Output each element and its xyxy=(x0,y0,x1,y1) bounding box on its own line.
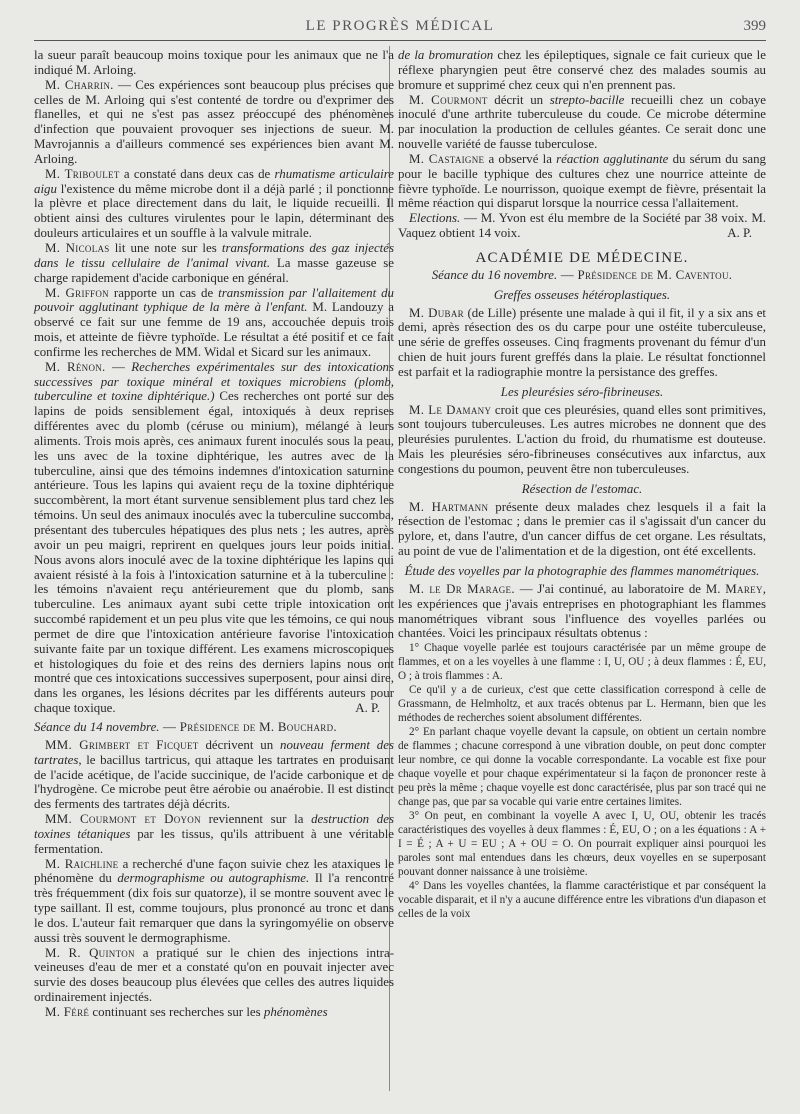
right-column xyxy=(398,48,766,921)
session-date: Séance du 14 novembre. xyxy=(34,719,160,734)
author-name: M. Charrin. xyxy=(45,77,114,92)
paragraph xyxy=(398,306,766,380)
paragraph-text: croit que ces pleurésies, quand elles sont primitives, sont toujours tuberculeuses. Les autres microbes ne donnent que des pleurésies purulentes. L'action du froid, du rhumatisme est douteuse. Mais les pleurésies séro-fibrineuses consécutives aux infarctus, aux congestions du poumon, peuvent être non tuberculeuses. xyxy=(398,402,766,476)
paragraph xyxy=(34,812,394,857)
author-name: M. Féré xyxy=(45,1005,90,1019)
author-name: M. Le Damany xyxy=(409,402,492,417)
paragraph xyxy=(34,167,394,241)
result-item: 2° En parlant chaque voyelle devant la capsule, on obtient un certain nombre de flammes ; chacune correspond à une vibration double, on peut donc compter leur nombre, ce qui donne la vocable correspondante. La vocable est fixe pour chaque voyelle et pour chaque expérimentateur si la façon de prononcer reste à peu près la même ; chaque voyelle est donc caractérisée, plus par son tracé qui ne change pas, que par sa vocable qui varie entre certaines limites. xyxy=(398,726,766,809)
paragraph-text: du sérum du sang pour le bacille typhique des cultures chez une nourrice atteinte de fièvre typhoïde. Le nourrisson, quoique exempt de fièvre, présentait la même réaction qui disparut lorsque la nourrice cessa l'allaitement. xyxy=(398,151,766,211)
subheading: Greffes osseuses hétéroplastiques. xyxy=(493,287,671,302)
italic-topic: réaction agglutinante xyxy=(556,151,669,166)
author-name: M. R. Quinton xyxy=(45,945,135,960)
paragraph-text: décrivent un xyxy=(198,737,281,752)
paragraph-text: (de Lille) présente une malade à qui il fit, il y a six ans et demi, après résection des os du carpe pour une ostéite tuberculeuse, une série de greffes osseuses. Cinq fragments provenant du fémur d'un chien de huit jours furent greffés dans la plaie. Le résultat fonctionnel est parfait et la radiographie montre la persistance des greffes. xyxy=(398,305,766,379)
result-item: 1° Chaque voyelle parlée est toujours caractérisée par un même groupe de flammes, et on a les voyelles à une flamme : I, U, OU ; à deux flammes : É, EU, O ; à trois flammes : A. xyxy=(398,642,766,683)
italic-topic: nouveau ferment des tartrates xyxy=(34,737,394,767)
italic-topic: Elections. xyxy=(409,211,461,226)
paragraph xyxy=(398,48,766,93)
paragraph: la sueur paraît beaucoup moins toxique pour les animaux que ne l'a indiqué M. Arloing. xyxy=(34,48,394,77)
session-president: — Présidence de M. Caventou. xyxy=(557,267,733,282)
session-president: — Présidence de M. Bouchard. xyxy=(159,719,337,734)
paragraph-text: par les tissus, qu'ils attribuent à une véritable fermentation. xyxy=(34,826,395,856)
signature: A. P. xyxy=(727,226,752,241)
subheading: Les pleurésies séro-fibrineuses. xyxy=(500,384,664,399)
paragraph xyxy=(398,211,766,241)
author-name: MM. Grimbert et Ficquet xyxy=(45,737,199,752)
paragraph xyxy=(34,78,394,167)
left-column xyxy=(34,48,394,1020)
paragraph xyxy=(34,857,394,946)
paragraph-text: a pratiqué sur le chien des injections intra-veineuses d'eau de mer et a constaté qu'on en pouvait injecter avec survie des doses beaucoup plus élevées que celles des autres liquides ordinairement injectés. xyxy=(34,945,394,1005)
paragraph-text: a recherché d'une façon suivie chez les ataxiques le phénomène du xyxy=(34,856,394,886)
author-name: M. Nicolas xyxy=(45,240,110,255)
paragraph xyxy=(398,152,766,211)
italic-topic: rhumatisme articulaire aigu xyxy=(34,166,395,196)
session-date: Séance du 16 novembre. xyxy=(431,267,558,282)
page-number: 399 xyxy=(743,18,766,34)
journal-title: LE PROGRÈS MÉDICAL xyxy=(305,18,495,34)
paragraph xyxy=(34,1005,394,1020)
result-item: 3° On peut, en combinant la voyelle A avec I, U, OU, obtenir les tracés caractéristiques des voyelles à deux flammes : É, EU, O ; on a les équations : A + I = É ; A + U = EU ; A + OU = O. On pourrait expliquer ainsi pourquoi les paroles sont mal entendues dans les chœurs, deux voyelles en se superposant pouvant donner naissance à une troisième. xyxy=(398,810,766,879)
paragraph-text: chez les épileptiques, signale ce fait curieux que le réflexe pharyngien peut être conservé chez des malades soumis au bromure et supprimé chez ceux qui n'en prennent pas. xyxy=(398,48,766,92)
paragraph-text: rapporte un cas de xyxy=(108,285,219,300)
paragraph-text: — Ces expériences sont beaucoup plus précises que celles de M. Arloing qui s'est contenté de tordre ou d'exprimer des flanelles, et qui ne s'est pas assez préoccupé des phénomènes d'infection que pouvaient provoquer ses injections de sueur. M. Mavrojannis a d'ailleurs commencé ses expériences bien avant M. Arloing. xyxy=(34,77,394,166)
italic-topic: Recherches expérimentales sur des intoxications successives par toxique minéral et toxiques microbiens (plomb, tuberculine et toxine diphtérique.) xyxy=(34,359,394,404)
paragraph-text: lit une note sur les xyxy=(109,240,222,255)
paragraph-text: a constaté dans deux cas de xyxy=(119,166,275,181)
author-name: MM. Courmont et Doyon xyxy=(45,812,201,827)
paragraph xyxy=(34,738,394,812)
author-name: M. Dubar xyxy=(409,305,464,320)
author-name: Marey xyxy=(725,581,763,596)
session-heading xyxy=(398,268,766,283)
italic-topic: de la bromuration xyxy=(398,48,494,62)
italic-topic: dermographisme ou autographisme. xyxy=(117,871,310,886)
author-name: M. Triboulet xyxy=(45,166,120,181)
author-name: M. le Dr Marage. xyxy=(409,581,515,596)
paragraph-text: l'existence du même microbe dont il a déjà parlé ; il ponctionne la plèvre et place directement dans du lait, le liquide recueilli. Il obtient ainsi des cultures virulentes pour le lapin, déterminant des douleurs articulaires et un souffle à la valvule mitrale. xyxy=(34,181,394,241)
subheading: Étude des voyelles par la photographie des flammes manométriques. xyxy=(404,564,760,578)
author-name: M. Griffon xyxy=(45,285,109,300)
paragraph-text: , les expériences que j'avais entreprises en photographiant les flammes manométriques vibrant sous l'influence des voyelles parlées ou chantées. Voici les principaux résultats obtenus : xyxy=(398,581,766,641)
subheading: Résection de l'estomac. xyxy=(521,481,643,496)
paragraph-text: Ces recherches ont porté sur des lapins de poids sensiblement égal, intoxiqués à deux reprises différentes avec du plomb (céruse ou minium), mélangé à leurs aliments. Trois mois après, ces animaux furent inoculés sous la peau, les uns avec de la toxine diphtérique, les autres avec de la tuberculine, ainsi que des témoins indemnes d'intoxication saturnine antérieure. Tous les lapins qui avaient reçu de la toxine diphtérique succombèrent, la mort étant survenue sensiblement plus tard chez les témoins. Un seul des animaux inoculés avec la tuberculine succomba, présentant des tubercules hépatiques des plus nets ; les autres, après avoir un peu maigri, reprirent en quelques jours leur poids initial. Nous avons alors inoculé avec de la toxine diphtérique les lapins qui avaient résisté à la fois à l'intoxication saturnine et à la tuberculine : les témoins n'avaient reçu antérieurement que du plomb, sans tuberculine. Les animaux ayant subi cette triple intoxication ont succombé rapidement et un peu plus vite que les témoins, ce qui nous permet de dire que l'intoxication antérieure favorise l'intoxication suivante faite par un toxique différent. Les examens microscopiques et histologiques du foie et des reins des derniers lapins nous ont montré que ces intoxications successives superposent, pour ainsi dire, dans les organes, les lésions décrites par les différents auteurs pour chaque toxique. xyxy=(34,389,394,716)
paragraph-text: — xyxy=(105,359,132,374)
paragraph-text: , le bacillus tartricus, qui attaque les tartrates en produisant de l'acide acétique, de l'acide succinique, de l'acide carbonique et de l'hydrogène. Ce microbe peut être aérobie ou anaérobie. Il est distinct des ferments des tartrates déjà décrits. xyxy=(34,752,394,812)
paragraph-text: La masse gazeuse se charge rapidement d'acide carbonique en général. xyxy=(34,255,394,285)
paragraph-text: — J'ai continué, au laboratoire de M. xyxy=(514,581,726,596)
paragraph-text: décrit un xyxy=(487,92,550,107)
italic-topic: transformations des gaz injectés dans le tissu cellulaire de l'animal vivant. xyxy=(34,240,395,270)
section-title: ACADÉMIE DE MÉDECINE. xyxy=(475,249,689,266)
italic-topic: phénomènes xyxy=(263,1005,328,1019)
paragraph xyxy=(34,286,394,360)
paragraph-text: M. Landouzy a observé ce fait sur une femme de 19 ans, accouchée depuis trois mois, et atteinte de fièvre typhoïde. Le résultat a été positif et ce fait confirme les recherches de MM. Widal et Sicard sur les animaux. xyxy=(34,300,395,359)
author-name: M. Courmont xyxy=(409,92,488,107)
paragraph xyxy=(398,403,766,477)
italic-topic: transmission par l'allaitement du pouvoir agglutinant typhique de la mère à l'enfant. xyxy=(34,285,395,315)
paragraph-text: — M. Yvon est élu membre de la Société par 38 voix. M. Vaquez obtient 14 voix. xyxy=(398,211,766,241)
result-item: Ce qu'il y a de curieux, c'est que cette classification correspond à celle de Grassmann, de Helmholtz, et aux tracés obtenus par L. Hermann, bien que les méthodes de recherches soient absolument différentes. xyxy=(398,684,766,725)
author-name: M. Hartmann xyxy=(409,499,489,514)
author-name: M. Raichline xyxy=(45,856,119,871)
paragraph-text: Il l'a rencontré très fréquemment (dix fois sur quatorze), il se montre souvent avec le type saillant. Il est, comme toujours, plus prononcé au tronc et dans le dos. L'auteur fait remarquer que dans la syringomyélie on observe aussi très souvent le dermographisme. xyxy=(34,871,394,945)
paragraph-text: continuant ses recherches sur les xyxy=(89,1005,264,1019)
session-heading xyxy=(34,720,394,735)
paragraph xyxy=(398,582,766,641)
paragraph xyxy=(398,93,766,152)
running-header xyxy=(34,16,766,41)
paragraph xyxy=(398,500,766,559)
paragraph-text: présente deux malades chez lesquels il a fait la résection de l'estomac ; dans le premier cas il s'agissait d'un cancer du pylore, et, dans l'autre, d'un cancer diffus de cet organe. Les résultats, au point de vue de l'alimentation et de la digestion, ont été excellents. xyxy=(398,499,766,559)
paragraph-text: a observé la xyxy=(484,151,557,166)
italic-topic: strepto-bacille xyxy=(549,92,625,107)
paragraph xyxy=(34,360,394,716)
paragraph xyxy=(34,241,394,286)
paragraph-text: recueilli chez un cobaye inoculé d'une arthrite tuberculeuse du coude. Ce microbe détermine par inoculation la production de cellules géantes. Ce serait donc une nouvelle variété de fausse tuberculose. xyxy=(398,92,767,152)
results-list xyxy=(398,641,766,921)
author-name: M. Castaigne xyxy=(409,151,485,166)
signature: A. P. xyxy=(355,701,380,716)
italic-topic: destruction des toxines tétaniques xyxy=(34,812,394,841)
author-name: M. Rénon. xyxy=(45,359,106,374)
paragraph-text: reviennent sur la xyxy=(200,812,312,827)
paragraph xyxy=(34,946,394,1005)
result-item: 4° Dans les voyelles chantées, la flamme caractéristique et par conséquent la vocable disparait, et il n'y a aucune différence entre les vibrations d'un diapason et celles de la voix xyxy=(398,880,766,921)
